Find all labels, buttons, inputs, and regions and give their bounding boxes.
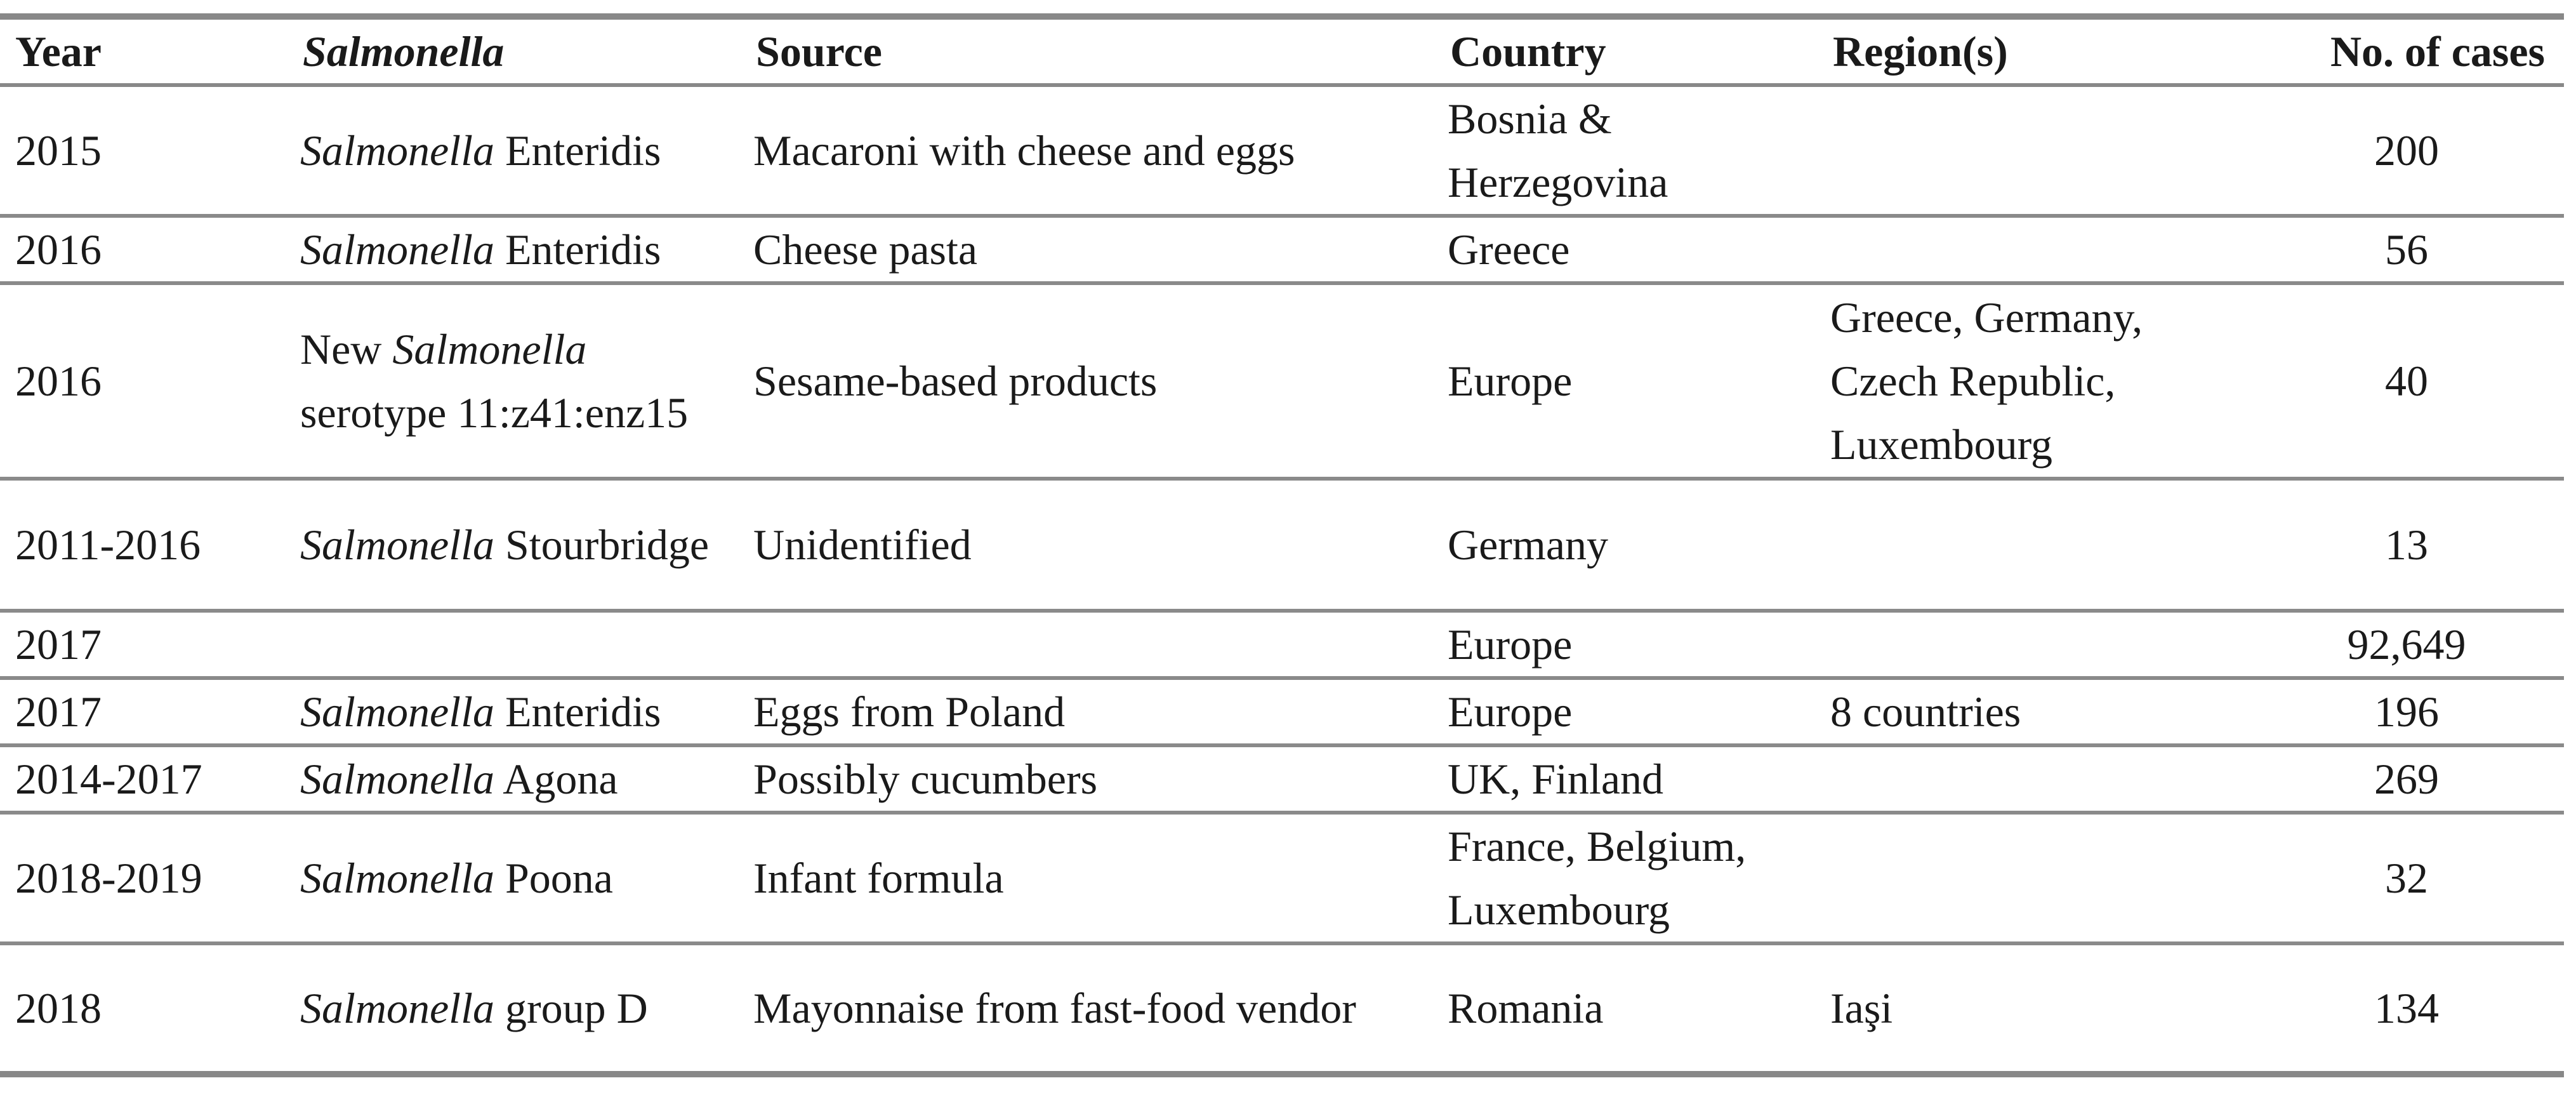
cell-country: Europe <box>1448 688 1573 736</box>
cell-source: Eggs from Poland <box>753 688 1066 736</box>
cell-year: 2018 <box>15 984 102 1032</box>
cell-year: 2017 <box>15 620 102 668</box>
table-row <box>0 85 2564 216</box>
cell-region <box>1818 813 2211 943</box>
cell-source: Infant formula <box>753 854 1004 902</box>
cell-year: 2014-2017 <box>15 755 202 803</box>
cell-source: Mayonnaise from fast-food vendor <box>753 984 1356 1032</box>
cell-source: Sesame-based products <box>753 357 1158 405</box>
cell-region <box>1818 479 2211 611</box>
cell-year: 2011-2016 <box>15 521 201 569</box>
header-source: Source <box>756 27 882 76</box>
cell-salmonella <box>287 813 741 943</box>
cell-salmonella <box>287 216 741 283</box>
cell-country: Germany <box>1448 521 1609 569</box>
cell-cases: 56 <box>2385 225 2428 274</box>
cell-region <box>1818 745 2211 813</box>
salmonella-serotype: group D <box>494 984 648 1032</box>
cell-country: Greece <box>1448 225 1570 274</box>
salmonella-serotype: Poona <box>494 854 613 902</box>
salmonella-genus: Salmonella <box>300 854 494 902</box>
cell-salmonella <box>287 745 741 813</box>
cell-cases: 32 <box>2385 854 2428 902</box>
cell-source: Cheese pasta <box>753 225 978 274</box>
table-row <box>0 813 2564 943</box>
table-row <box>0 943 2564 1074</box>
cell-country: Bosnia & Herzegovina <box>1448 95 1668 206</box>
table-row <box>0 678 2564 745</box>
cell-source: Macaroni with cheese and eggs <box>753 126 1295 175</box>
cell-salmonella <box>287 943 741 1074</box>
cell-source <box>741 611 1435 678</box>
cell-source: Possibly cucumbers <box>753 755 1098 803</box>
salmonella-outbreaks-table <box>0 13 2564 1077</box>
cell-year: 2017 <box>15 688 102 736</box>
header-year: Year <box>15 27 102 76</box>
cell-source: Unidentified <box>753 521 972 569</box>
salmonella-genus: Salmonella <box>300 126 494 175</box>
table-row <box>0 745 2564 813</box>
cell-country: Europe <box>1448 620 1573 668</box>
cell-year: 2016 <box>15 357 102 405</box>
salmonella-prefix: New <box>300 325 393 373</box>
cell-region <box>1818 85 2211 216</box>
salmonella-serotype: Stourbridge <box>494 521 710 569</box>
salmonella-genus: Salmonella <box>392 325 587 373</box>
table-row <box>0 479 2564 611</box>
table-row <box>0 611 2564 678</box>
salmonella-serotype: Enteridis <box>494 688 661 736</box>
salmonella-serotype: Enteridis <box>494 225 661 274</box>
table-row <box>0 216 2564 283</box>
cell-region: 8 countries <box>1830 688 2021 736</box>
cell-salmonella <box>287 283 741 479</box>
cell-country: Europe <box>1448 357 1573 405</box>
cell-country: Romania <box>1448 984 1604 1032</box>
salmonella-genus: Salmonella <box>300 688 494 736</box>
cell-cases: 196 <box>2374 688 2439 736</box>
cell-region <box>1818 216 2211 283</box>
cell-cases: 269 <box>2374 755 2439 803</box>
cell-region: Iaşi <box>1830 984 1893 1032</box>
salmonella-serotype: Enteridis <box>494 126 661 175</box>
salmonella-genus: Salmonella <box>300 521 494 569</box>
cell-year: 2018-2019 <box>15 854 202 902</box>
cell-salmonella <box>287 85 741 216</box>
salmonella-genus: Salmonella <box>300 755 494 803</box>
cell-cases: 134 <box>2374 984 2439 1032</box>
cell-cases: 13 <box>2385 521 2428 569</box>
header-regions: Region(s) <box>1833 27 2008 76</box>
cell-year: 2015 <box>15 126 102 175</box>
salmonella-serotype: serotype 11:z41:enz15 <box>300 389 689 437</box>
header-cases: No. of cases <box>2330 27 2545 76</box>
salmonella-genus: Salmonella <box>300 225 494 274</box>
cell-salmonella <box>287 479 741 611</box>
cell-region: Greece, Germany, Czech Republic, Luxembourg <box>1830 293 2143 469</box>
cell-cases: 92,649 <box>2347 620 2466 668</box>
cell-cases: 40 <box>2385 357 2428 405</box>
cell-country: France, Belgium, Luxembourg <box>1448 822 1747 934</box>
cell-cases: 200 <box>2374 126 2439 175</box>
table-row <box>0 283 2564 479</box>
header-country: Country <box>1450 27 1606 76</box>
cell-region <box>1818 611 2211 678</box>
cell-year: 2016 <box>15 225 102 274</box>
cell-salmonella <box>287 611 741 678</box>
cell-salmonella <box>287 678 741 745</box>
header-salmonella: Salmonella <box>303 27 505 76</box>
cell-country: UK, Finland <box>1448 755 1663 803</box>
salmonella-serotype: Agona <box>494 755 618 803</box>
salmonella-genus: Salmonella <box>300 984 494 1032</box>
header-row <box>0 17 2564 85</box>
